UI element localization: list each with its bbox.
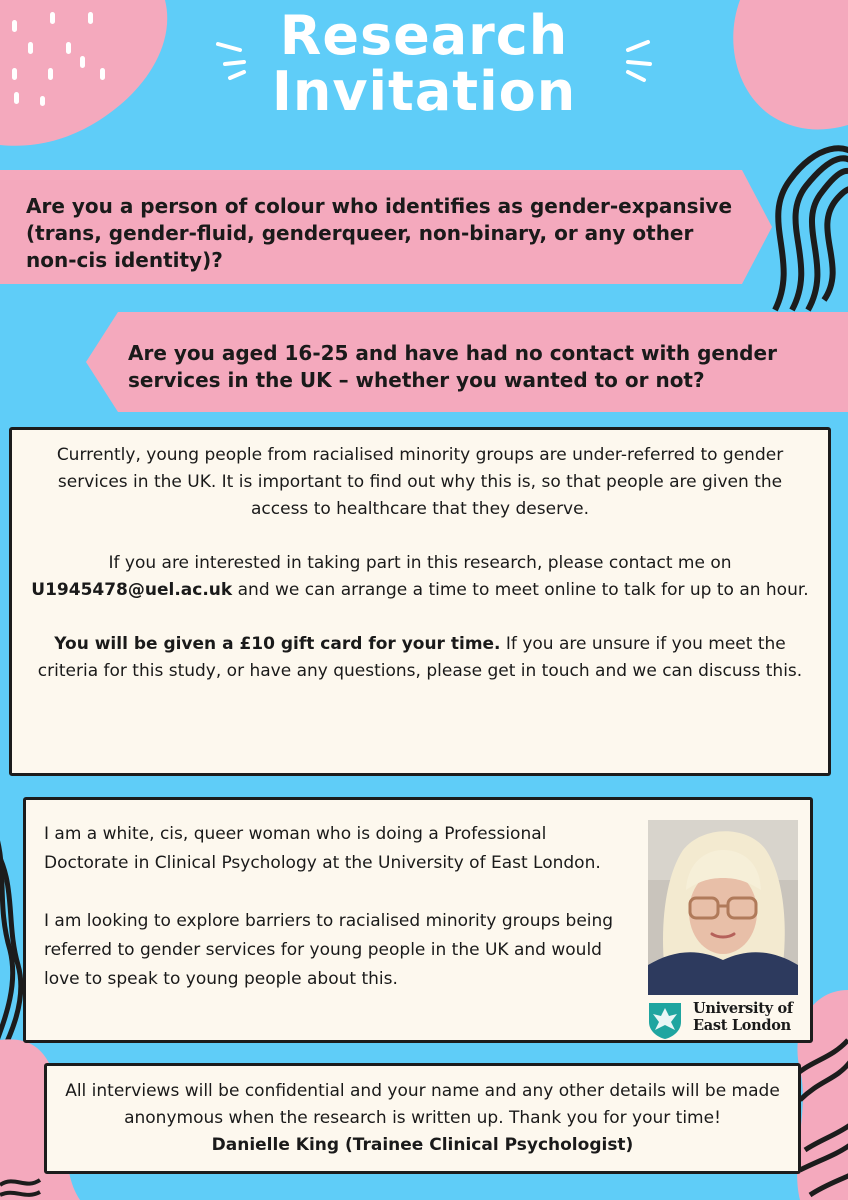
university-name-line-1: University of: [693, 1000, 793, 1017]
info-paragraph-2: [30, 550, 810, 604]
title-line-1: Research: [279, 4, 569, 67]
gift-card-note: You will be given a £10 gift card for your time.: [54, 634, 501, 654]
contact-email[interactable]: U1945478@uel.ac.uk: [31, 580, 233, 600]
wavy-lines-left: [0, 820, 21, 1075]
question-banner-age: Are you aged 16-25 and have had no contact with gender services in the UK – whether you wanted to or not?: [128, 341, 777, 392]
question-banner-identity: Are you a person of colour who identifies as gender-expansive (trans, gender-fluid, genderqueer, non-binary, or any other non-cis identity)?: [26, 194, 733, 272]
university-name-line-2: East London: [693, 1017, 791, 1034]
about-paragraph-1: I am a white, cis, queer woman who is doing a Professional Doctorate in Clinical Psychology at the University of East London.: [44, 824, 601, 873]
wavy-lines-right: [775, 148, 848, 310]
about-box: [23, 797, 813, 1043]
info-paragraph-3: [30, 631, 810, 685]
contact-outro: and we can arrange a time to meet online to talk for up to an hour.: [232, 580, 809, 600]
page-title: [0, 4, 848, 123]
university-logo: [645, 1000, 805, 1040]
university-crest-icon: [645, 1000, 685, 1040]
footer-box: [44, 1063, 801, 1174]
about-paragraph-2: I am looking to explore barriers to racialised minority groups being referred to gender services for young people in the UK and would love to speak to young people about this.: [44, 911, 614, 989]
criteria-note: If you are unsure if you meet the criteria for this study, or have any questions, please get in touch and we can discuss this.: [37, 634, 803, 681]
confidentiality-note: All interviews will be confidential and your name and any other details will be made anonymous when the research is written up. Thank you for your time!: [65, 1081, 780, 1128]
info-box: [9, 427, 831, 776]
contact-intro: If you are interested in taking part in this research, please contact me on: [108, 553, 732, 573]
university-name: [693, 1000, 793, 1034]
title-line-2: Invitation: [271, 60, 577, 123]
info-paragraph-1: Currently, young people from racialised minority groups are under-referred to gender services in the UK. It is important to find out why this is, so that people are given the access to healthcare that they deserve.: [56, 445, 784, 519]
signature: Danielle King (Trainee Clinical Psychologist): [211, 1135, 634, 1155]
about-text: [44, 820, 629, 994]
researcher-photo: [648, 820, 798, 995]
